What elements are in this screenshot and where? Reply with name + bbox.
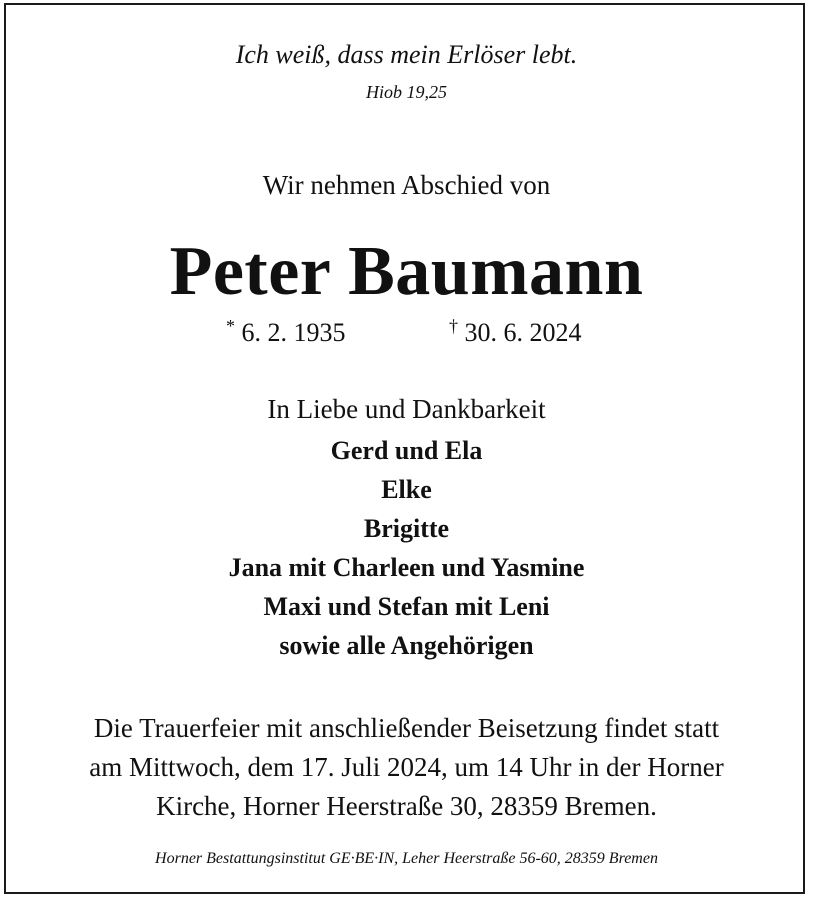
verse-reference: Hiob 19,25 xyxy=(366,82,447,102)
mourner-line: sowie alle Angehörigen xyxy=(279,631,534,660)
funeral-home-footer: Horner Bestattungsinstitut GE·BE·IN, Leher Heerstraße 56-60, 28359 Bremen xyxy=(155,850,658,867)
birth-star-icon: * xyxy=(226,316,235,336)
birth-date xyxy=(226,316,346,348)
mourner-line: Maxi und Stefan mit Leni xyxy=(263,592,550,621)
deceased-name: Peter Baumann xyxy=(169,233,644,310)
thanks-line: In Liebe und Dankbarkeit xyxy=(267,394,546,424)
death-date xyxy=(449,316,582,348)
mourner-line: Brigitte xyxy=(363,514,450,543)
birth-date-value: 6. 2. 1935 xyxy=(241,318,346,347)
intro-text: Wir nehmen Abschied von xyxy=(262,170,551,200)
service-info-line: am Mittwoch, dem 17. Juli 2024, um 14 Uhr in der Horner xyxy=(89,752,724,782)
mourner-line: Jana mit Charleen und Yasmine xyxy=(228,553,585,582)
death-date-value: 30. 6. 2024 xyxy=(464,318,582,347)
bible-verse: Ich weiß, dass mein Erlöser lebt. xyxy=(235,40,578,69)
service-info-line: Kirche, Horner Heerstraße 30, 28359 Bremen. xyxy=(156,791,657,821)
death-cross-icon: † xyxy=(449,316,458,336)
service-info-line: Die Trauerfeier mit anschließender Beisetzung findet statt xyxy=(93,713,720,743)
mourner-line: Gerd und Ela xyxy=(330,436,483,465)
mourner-line: Elke xyxy=(381,475,432,504)
